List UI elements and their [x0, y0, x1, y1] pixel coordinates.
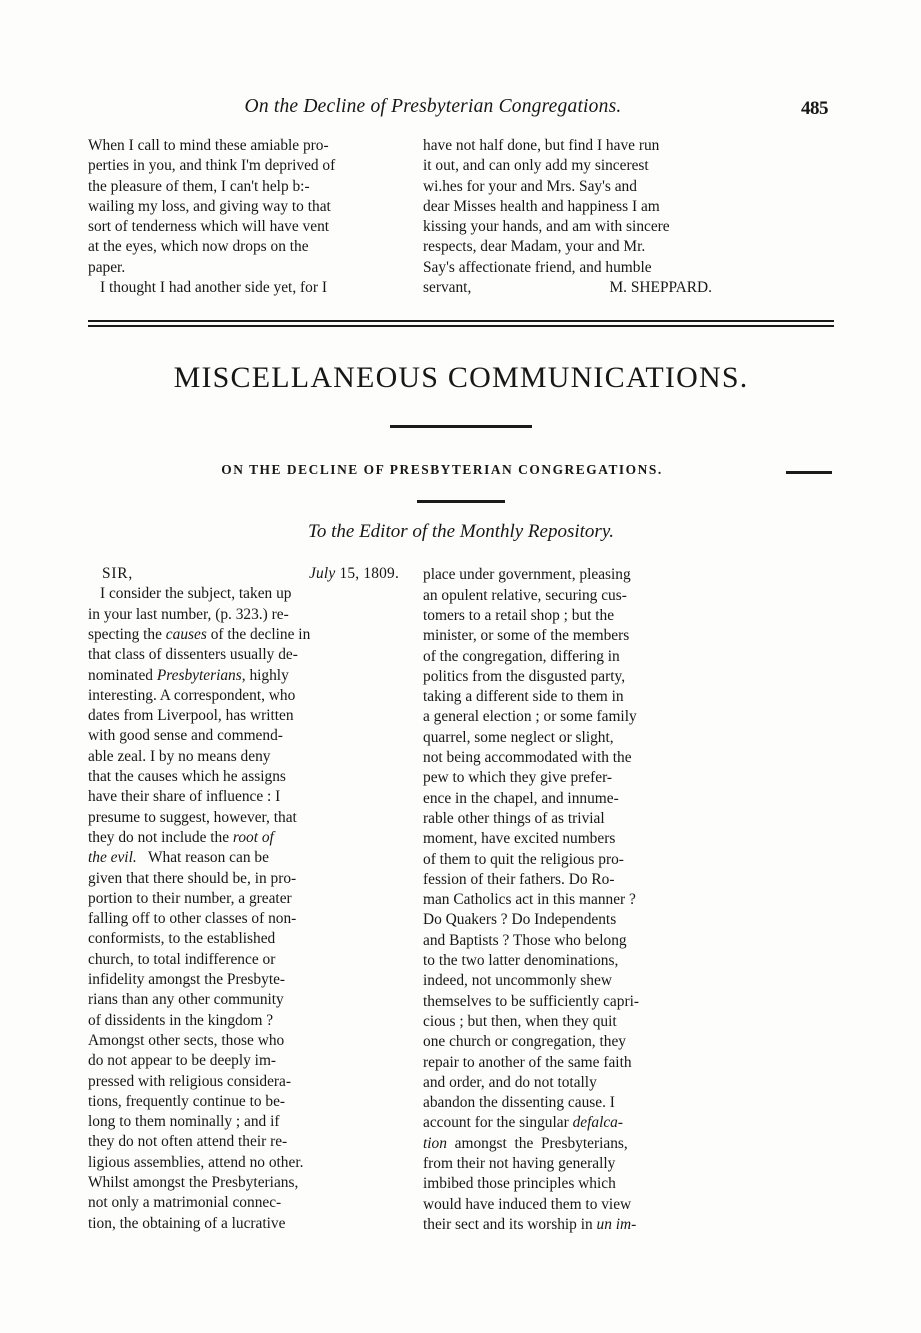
text-line: pressed with religious considera-: [88, 1072, 292, 1090]
text-line: Whilst amongst the Presbyterians,: [88, 1173, 299, 1191]
text-line: not only a matrimonial connec-: [88, 1194, 282, 1212]
text-line: a general election ; or some family: [423, 708, 637, 726]
text-line: dear Misses health and happiness I am: [423, 197, 660, 215]
text-line: repair to another of the same faith: [423, 1053, 632, 1071]
text-line: tion, the obtaining of a lucrative: [88, 1214, 286, 1232]
text-line: ence in the chapel, and innume-: [423, 789, 619, 807]
text-line: an opulent relative, securing cus-: [423, 586, 627, 604]
text-line: Amongst other sects, those who: [88, 1031, 285, 1049]
text-line: from their not having generally: [423, 1154, 616, 1172]
text-line: tion amongst the Presbyterians,: [423, 1134, 628, 1152]
text-line: I thought I had another side yet, for I: [100, 279, 327, 297]
text-line: not being accommodated with the: [423, 749, 632, 767]
letter-left-column: [88, 136, 399, 298]
text-line: and order, and do not totally: [423, 1073, 597, 1091]
text-line: dates from Liverpool, has written: [88, 707, 294, 725]
text-line: pew to which they give prefer-: [423, 769, 613, 787]
text-line: fession of their fathers. Do Ro-: [423, 870, 615, 888]
text-line: to the two latter denominations,: [423, 952, 619, 970]
text-line: interesting. A correspondent, who: [88, 686, 296, 704]
text-line: conformists, to the established: [88, 930, 276, 948]
article-right-column: [423, 565, 734, 1235]
text-line: paper.: [88, 258, 126, 276]
text-line: When I call to mind these amiable pro-: [88, 137, 329, 154]
text-line: abandon the dissenting cause. I: [423, 1094, 615, 1112]
text-line: rians than any other community: [88, 991, 284, 1009]
text-line: wailing my loss, and giving way to that: [88, 197, 331, 215]
text-line: sort of tenderness which will have vent: [88, 218, 330, 236]
salutation-row: [88, 565, 399, 583]
text-line: account for the singular defalca-: [423, 1114, 624, 1132]
text-line: one church or congregation, they: [423, 1033, 626, 1051]
signature-name: M. SHEPPARD.: [609, 279, 712, 297]
text-line: given that there should be, in pro-: [88, 869, 297, 887]
page-number: 485: [801, 98, 828, 119]
text-line: place under government, pleasing: [423, 566, 631, 584]
text-line: wi.hes for your and Mrs. Say's and: [423, 177, 637, 195]
text-line: nominated Presbyterians, highly: [88, 666, 289, 684]
letter-conclusion: [88, 136, 834, 298]
signature-label: servant,: [423, 279, 472, 297]
section-divider-double-rule: [88, 320, 834, 327]
text-line: perties in you, and think I'm deprived of: [88, 157, 336, 175]
text-line: portion to their number, a greater: [88, 889, 292, 907]
text-line: would have induced them to view: [423, 1195, 632, 1213]
text-line: long to them nominally ; and if: [88, 1113, 280, 1131]
text-line: with good sense and commend-: [88, 727, 283, 745]
text-line: of the congregation, differing in: [423, 647, 620, 665]
text-line: politics from the disgusted party,: [423, 667, 626, 685]
article-subheading: ON THE DECLINE OF PRESBYTERIAN CONGREGATIONS.: [221, 462, 663, 478]
text-line: minister, or some of the members: [423, 627, 630, 645]
letter-right-column: [423, 136, 734, 298]
text-line: and Baptists ? Those who belong: [423, 931, 627, 949]
text-line: I consider the subject, taken up: [100, 585, 292, 603]
text-line: falling off to other classes of non-: [88, 910, 297, 928]
divider-rule-under-subheading: [417, 500, 505, 503]
text-line: of dissidents in the kingdom ?: [88, 1011, 274, 1029]
text-line: their sect and its worship in un im-: [423, 1215, 637, 1233]
text-line: moment, have excited numbers: [423, 830, 616, 848]
text-line: quarrel, some neglect or slight,: [423, 728, 614, 746]
article-left-text: [88, 584, 399, 1234]
text-line: themselves to be sufficiently capri-: [423, 992, 639, 1010]
text-line: specting the causes of the decline in: [88, 625, 311, 643]
text-line: it out, and can only add my sincerest: [423, 157, 649, 175]
page-content: [88, 96, 834, 1235]
article-left-column: [88, 565, 399, 1235]
text-line: tions, frequently continue to be-: [88, 1092, 286, 1110]
text-line: man Catholics act in this manner ?: [423, 891, 636, 909]
text-line: they do not include the root of: [88, 828, 274, 846]
text-line: that the causes which he assigns: [88, 768, 286, 786]
stray-rule-mark: [786, 471, 832, 474]
text-line: have not half done, but find I have run: [423, 137, 660, 154]
text-line: that class of dissenters usually de-: [88, 646, 298, 664]
article-right-text: [423, 565, 734, 1235]
text-line: tomers to a retail shop ; but the: [423, 606, 615, 624]
text-line: ligious assemblies, attend no other.: [88, 1153, 304, 1171]
text-line: in your last number, (p. 323.) re-: [88, 605, 289, 623]
text-line: able zeal. I by no means deny: [88, 747, 271, 765]
text-line: have their share of influence : I: [88, 788, 281, 806]
article-body: [88, 565, 834, 1235]
letter-date: July 15, 1809.: [308, 565, 399, 583]
divider-rule-under-title: [390, 425, 532, 428]
text-line: infidelity amongst the Presbyte-: [88, 971, 286, 989]
text-line: of them to quit the religious pro-: [423, 850, 624, 868]
text-line: kissing your hands, and am with sincere: [423, 218, 670, 236]
text-line: the pleasure of them, I can't help b:-: [88, 177, 310, 195]
text-line: Do Quakers ? Do Independents: [423, 911, 617, 929]
text-line: the evil. What reason can be: [88, 849, 269, 867]
signature-line: [423, 278, 734, 298]
text-line: indeed, not uncommonly shew: [423, 972, 612, 990]
salutation: SIR,: [102, 565, 133, 583]
article-subheading-row: [88, 462, 834, 484]
addressee-line: To the Editor of the Monthly Repository.: [308, 521, 614, 543]
text-line: do not appear to be deeply im-: [88, 1052, 277, 1070]
running-head: [88, 96, 834, 130]
text-line: at the eyes, which now drops on the: [88, 238, 309, 256]
text-line: presume to suggest, however, that: [88, 808, 297, 826]
text-line: Say's affectionate friend, and humble: [423, 258, 652, 276]
text-line: rable other things of as trivial: [423, 809, 605, 827]
text-line: taking a different side to them in: [423, 688, 624, 706]
text-line: they do not often attend their re-: [88, 1133, 288, 1151]
text-line: imbibed those principles which: [423, 1175, 616, 1193]
text-line: church, to total indifference or: [88, 950, 276, 968]
text-line: cious ; but then, when they quit: [423, 1012, 617, 1030]
section-title: MISCELLANEOUS COMMUNICATIONS.: [173, 361, 749, 395]
running-head-title: On the Decline of Presbyterian Congregations.: [244, 96, 622, 117]
text-line: respects, dear Madam, your and Mr.: [423, 238, 646, 256]
